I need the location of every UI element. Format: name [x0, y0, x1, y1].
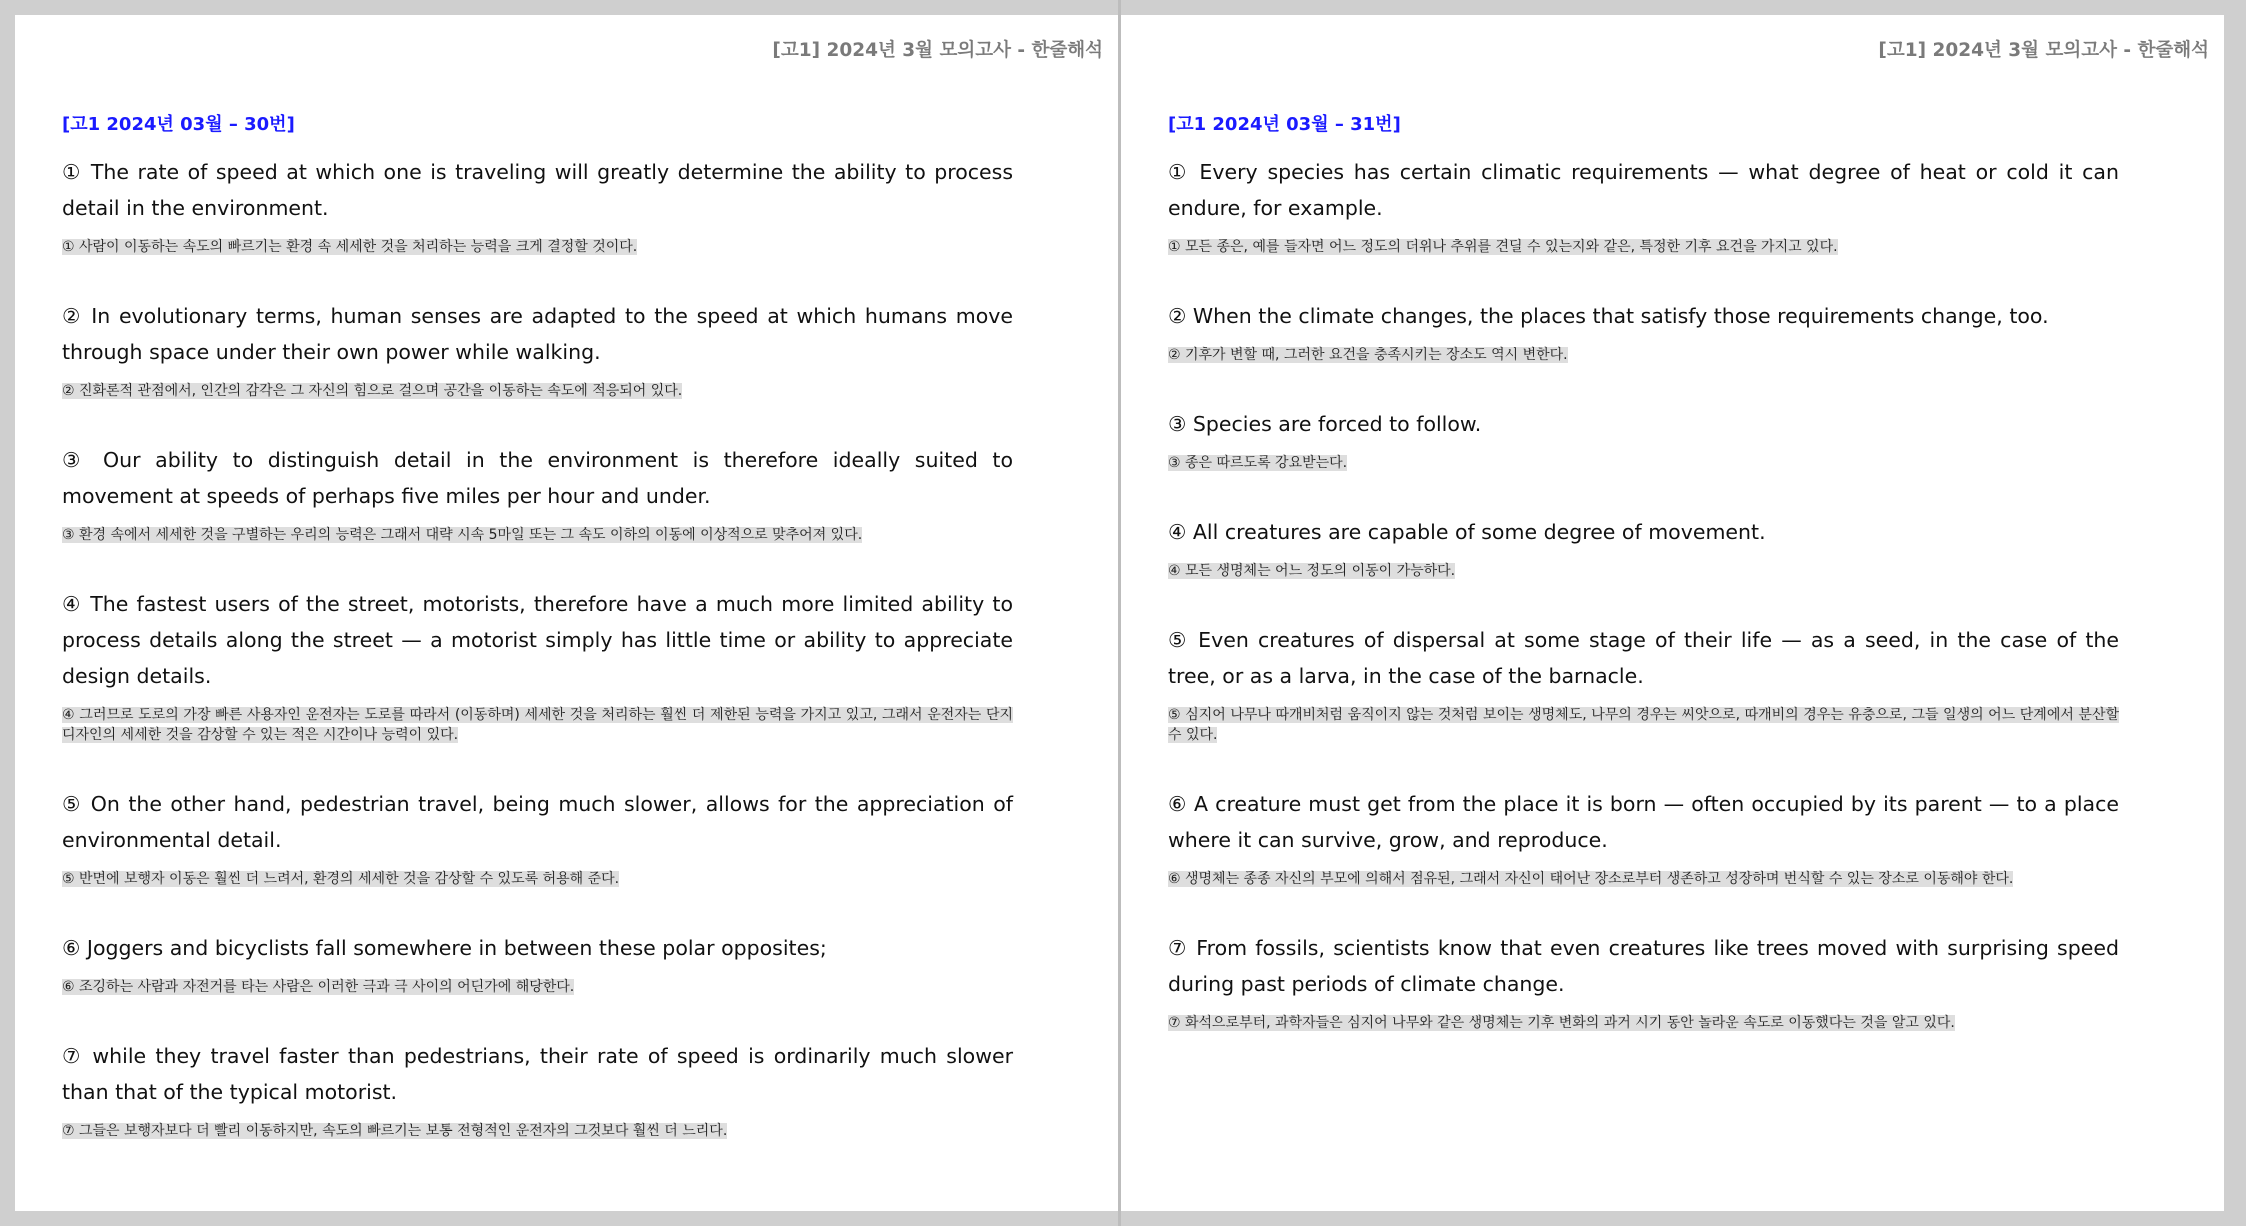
korean-translation	[1168, 237, 2119, 257]
english-sentence: ⑦ while they travel faster than pedestrians, their rate of speed is ordinarily much slower than that of the typical motorist.	[62, 1044, 1013, 1104]
korean-translation	[1168, 453, 2119, 473]
page-header: [고1] 2024년 3월 모의고사 - 한줄해석	[1878, 40, 2209, 61]
sentence-item	[1168, 622, 2119, 745]
korean-translation	[1168, 1013, 2119, 1033]
korean-translation-text: ② 진화론적 관점에서, 인간의 감각은 그 자신의 힘으로 걸으며 공간을 이동하는 속도에 적응되어 있다.	[62, 383, 683, 399]
sentence-item	[62, 154, 1013, 257]
english-sentence: ⑥ Joggers and bicyclists fall somewhere in between these polar opposites;	[62, 936, 827, 960]
korean-translation	[62, 381, 1013, 401]
korean-translation	[62, 525, 1013, 545]
english-sentence: ② In evolutionary terms, human senses are adapted to the speed at which humans move through space under their own power while walking.	[62, 304, 1013, 364]
question-title: [고1 2024년 03월 – 30번]	[62, 114, 295, 135]
english-sentence: ② When the climate changes, the places that satisfy those requirements change, too.	[1168, 304, 2049, 328]
korean-translation-text: ⑤ 심지어 나무나 따개비처럼 움직이지 않는 것처럼 보이는 생명체도, 나무의 경우는 씨앗으로, 따개비의 경우는 유충으로, 그들 일생의 어느 단계에서 분산할 수 있다.	[1168, 707, 2119, 743]
sentence-item	[62, 786, 1013, 889]
korean-translation-text: ⑥ 생명체는 종종 자신의 부모에 의해서 점유된, 그래서 자신이 태어난 장소로부터 생존하고 성장하며 번식할 수 있는 장소로 이동해야 한다.	[1168, 871, 2014, 887]
page-content	[1168, 110, 2119, 1074]
korean-translation	[1168, 345, 2119, 365]
sentence-item	[62, 1038, 1013, 1141]
korean-translation-text: ⑦ 화석으로부터, 과학자들은 심지어 나무와 같은 생명체는 기후 변화의 과거 시기 동안 놀라운 속도로 이동했다는 것을 알고 있다.	[1168, 1015, 1955, 1031]
korean-translation	[62, 237, 1013, 257]
english-sentence: ⑦ From fossils, scientists know that even creatures like trees moved with surprising speed during past periods of climate change.	[1168, 936, 2119, 996]
korean-translation	[1168, 705, 2119, 745]
korean-translation-text: ⑥ 조깅하는 사람과 자전거를 타는 사람은 이러한 극과 극 사이의 어딘가에 해당한다.	[62, 979, 575, 995]
english-sentence: ④ All creatures are capable of some degree of movement.	[1168, 520, 1766, 544]
korean-translation	[62, 1121, 1013, 1141]
english-sentence: ③ Species are forced to follow.	[1168, 412, 1482, 436]
sentence-item	[62, 442, 1013, 545]
korean-translation-text: ① 사람이 이동하는 속도의 빠르기는 환경 속 세세한 것을 처리하는 능력을 크게 결정할 것이다.	[62, 239, 638, 255]
english-sentence: ④ The fastest users of the street, motorists, therefore have a much more limited ability to process details along the street — a motorist simply has little time or ability to appreciate design details.	[62, 592, 1013, 688]
korean-translation	[62, 869, 1013, 889]
page-header: [고1] 2024년 3월 모의고사 - 한줄해석	[772, 40, 1103, 61]
sentence-item	[1168, 930, 2119, 1033]
sentence-item	[1168, 154, 2119, 257]
english-sentence: ⑥ A creature must get from the place it is born — often occupied by its parent — to a place where it can survive, grow, and reproduce.	[1168, 792, 2119, 852]
page-right	[1121, 15, 2224, 1211]
sentence-item	[62, 930, 1013, 997]
english-sentence: ① The rate of speed at which one is traveling will greatly determine the ability to process detail in the environment.	[62, 160, 1013, 220]
korean-translation	[62, 705, 1013, 745]
korean-translation-text: ⑤ 반면에 보행자 이동은 훨씬 더 느려서, 환경의 세세한 것을 감상할 수 있도록 허용해 준다.	[62, 871, 620, 887]
korean-translation-text: ② 기후가 변할 때, 그러한 요건을 충족시키는 장소도 역시 변한다.	[1168, 347, 1568, 363]
korean-translation	[1168, 869, 2119, 889]
korean-translation	[62, 977, 1013, 997]
korean-translation-text: ⑦ 그들은 보행자보다 더 빨리 이동하지만, 속도의 빠르기는 보통 전형적인 운전자의 그것보다 훨씬 더 느리다.	[62, 1123, 728, 1139]
english-sentence: ③ Our ability to distinguish detail in the environment is therefore ideally suited to movement at speeds of perhaps five miles per hour and under.	[62, 448, 1013, 508]
korean-translation-text: ④ 그러므로 도로의 가장 빠른 사용자인 운전자는 도로를 따라서 (이동하며) 세세한 것을 처리하는 훨씬 더 제한된 능력을 가지고 있고, 그래서 운전자는 단지 디자인의 세세한 것을 감상할 수 있는 적은 시간이나 능력이 있다.	[62, 707, 1013, 743]
page-left	[15, 15, 1118, 1211]
page-content	[62, 110, 1013, 1182]
sentence-item	[1168, 514, 2119, 581]
korean-translation-text: ③ 종은 따르도록 강요받는다.	[1168, 455, 1348, 471]
sentence-item	[1168, 786, 2119, 889]
english-sentence: ① Every species has certain climatic requirements — what degree of heat or cold it can endure, for example.	[1168, 160, 2119, 220]
korean-translation	[1168, 561, 2119, 581]
korean-translation-text: ④ 모든 생명체는 어느 정도의 이동이 가능하다.	[1168, 563, 1456, 579]
english-sentence: ⑤ Even creatures of dispersal at some stage of their life — as a seed, in the case of the tree, or as a larva, in the case of the barnacle.	[1168, 628, 2119, 688]
sentence-item	[62, 586, 1013, 745]
korean-translation-text: ① 모든 종은, 예를 들자면 어느 정도의 더위나 추위를 견딜 수 있는지와 같은, 특정한 기후 요건을 가지고 있다.	[1168, 239, 1838, 255]
question-title: [고1 2024년 03월 – 31번]	[1168, 114, 1401, 135]
sentence-item	[62, 298, 1013, 401]
english-sentence: ⑤ On the other hand, pedestrian travel, being much slower, allows for the appreciation of environmental detail.	[62, 792, 1013, 852]
sentence-item	[1168, 298, 2119, 365]
korean-translation-text: ③ 환경 속에서 세세한 것을 구별하는 우리의 능력은 그래서 대략 시속 5마일 또는 그 속도 이하의 이동에 이상적으로 맞추어져 있다.	[62, 527, 863, 543]
sentence-item	[1168, 406, 2119, 473]
